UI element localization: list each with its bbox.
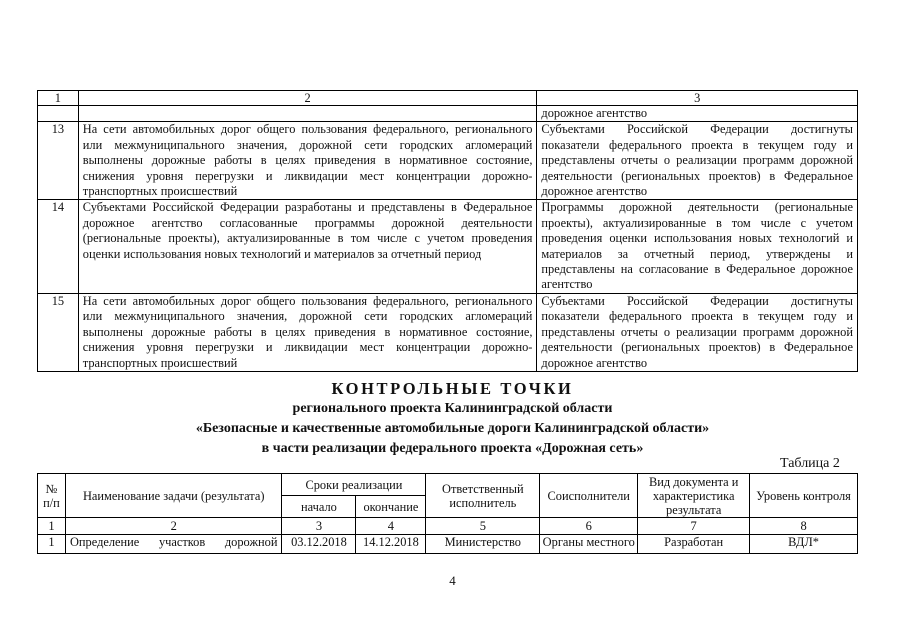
header-document: Вид документа и характеристика результата [638,474,750,518]
task-text: На сети автомобильных дорог общего пользования федерального, регионального или межмуниципального значения, дорожной сети городских агломераций выполнены дорожные работы в целях приведения в нормативное состояние, снижения уровня перегрузки и ликвидации мест концентрации дорожно-транспортных происшествий [78,122,537,200]
column-number: 1 [38,91,79,106]
header-responsible: Ответственный исполнитель [426,474,540,518]
header-task: Наименование задачи (результата) [65,474,282,518]
header-coexecutors: Соисполнители [540,474,638,518]
task-text: Определение участков дорожной [65,535,282,554]
level-text: ВДЛ* [750,535,858,554]
task-text: Субъектами Российской Федерации разработаны и представлены в Федеральное дорожное агентство согласованные программы дорожной деятельности (региональные проекты), актуализированные в том числе с учетом проведения оценки использования новых технологий и материалов за отчетный период [78,200,537,293]
responsible-text: Министерство [426,535,540,554]
header-num: № п/п [38,474,66,518]
table-row [38,535,858,554]
continuation-row [38,106,858,122]
column-number: 2 [65,518,282,535]
row-number: 13 [38,122,79,200]
column-number: 3 [282,518,356,535]
table-row [38,293,858,371]
result-text: Субъектами Российской Федерации достигнуты показатели федерального проекта в текущем году и представлены отчеты о реализации программ дорожной деятельности (региональных проектов) в Федеральное дорожное агентство [537,293,858,371]
task-text: На сети автомобильных дорог общего пользования федерального, регионального или межмуниципального значения, дорожной сети городских агломераций выполнены дорожные работы в целях приведения в нормативное состояние, снижения уровня перегрузки и ликвидации мест концентрации дорожно-транспортных происшествий [78,293,537,371]
table-row [38,200,858,293]
table-row [38,122,858,200]
section-subtitle: регионального проекта Калининградской области [292,401,613,416]
header-level: Уровень контроля [750,474,858,518]
table-label: Таблица 2 [780,456,840,471]
header-period: Сроки реализации [282,474,426,496]
start-date: 03.12.2018 [282,535,356,554]
document-text: Разработан [638,535,750,554]
project-scope: в части реализации федерального проекта «Дорожная сеть» [261,441,644,456]
project-name: «Безопасные и качественные автомобильные дороги Калининградской области» [195,421,710,436]
column-number: 8 [750,518,858,535]
header-row [38,474,858,496]
end-date: 14.12.2018 [356,535,426,554]
row-number: 1 [38,535,66,554]
coexecutors-text: Органы местного [540,535,638,554]
column-number: 5 [426,518,540,535]
page-number: 4 [449,573,456,588]
column-number: 4 [356,518,426,535]
continuation-table [37,90,858,372]
column-number-row [38,91,858,106]
continuation-text: дорожное агентство [537,106,858,122]
column-number-row [38,518,858,535]
milestones-table [37,473,858,554]
result-text: Субъектами Российской Федерации достигнуты показатели федерального проекта в текущем году и представлены отчеты о реализации программ дорожной деятельности (региональных проектов) в Федеральное дорожное агентство [537,122,858,200]
column-number: 7 [638,518,750,535]
column-number: 6 [540,518,638,535]
column-number: 1 [38,518,66,535]
section-title: КОНТРОЛЬНЫЕ ТОЧКИ [331,379,574,398]
row-number: 15 [38,293,79,371]
column-number: 3 [537,91,858,106]
result-text: Программы дорожной деятельности (региональные проекты), актуализированные в том числе с учетом проведения оценки использования новых технологий и материалов за отчетный период, утверждены и представлены на согласование в Федеральное дорожное агентство [537,200,858,293]
header-end: окончание [356,496,426,518]
header-start: начало [282,496,356,518]
row-number: 14 [38,200,79,293]
column-number: 2 [78,91,537,106]
